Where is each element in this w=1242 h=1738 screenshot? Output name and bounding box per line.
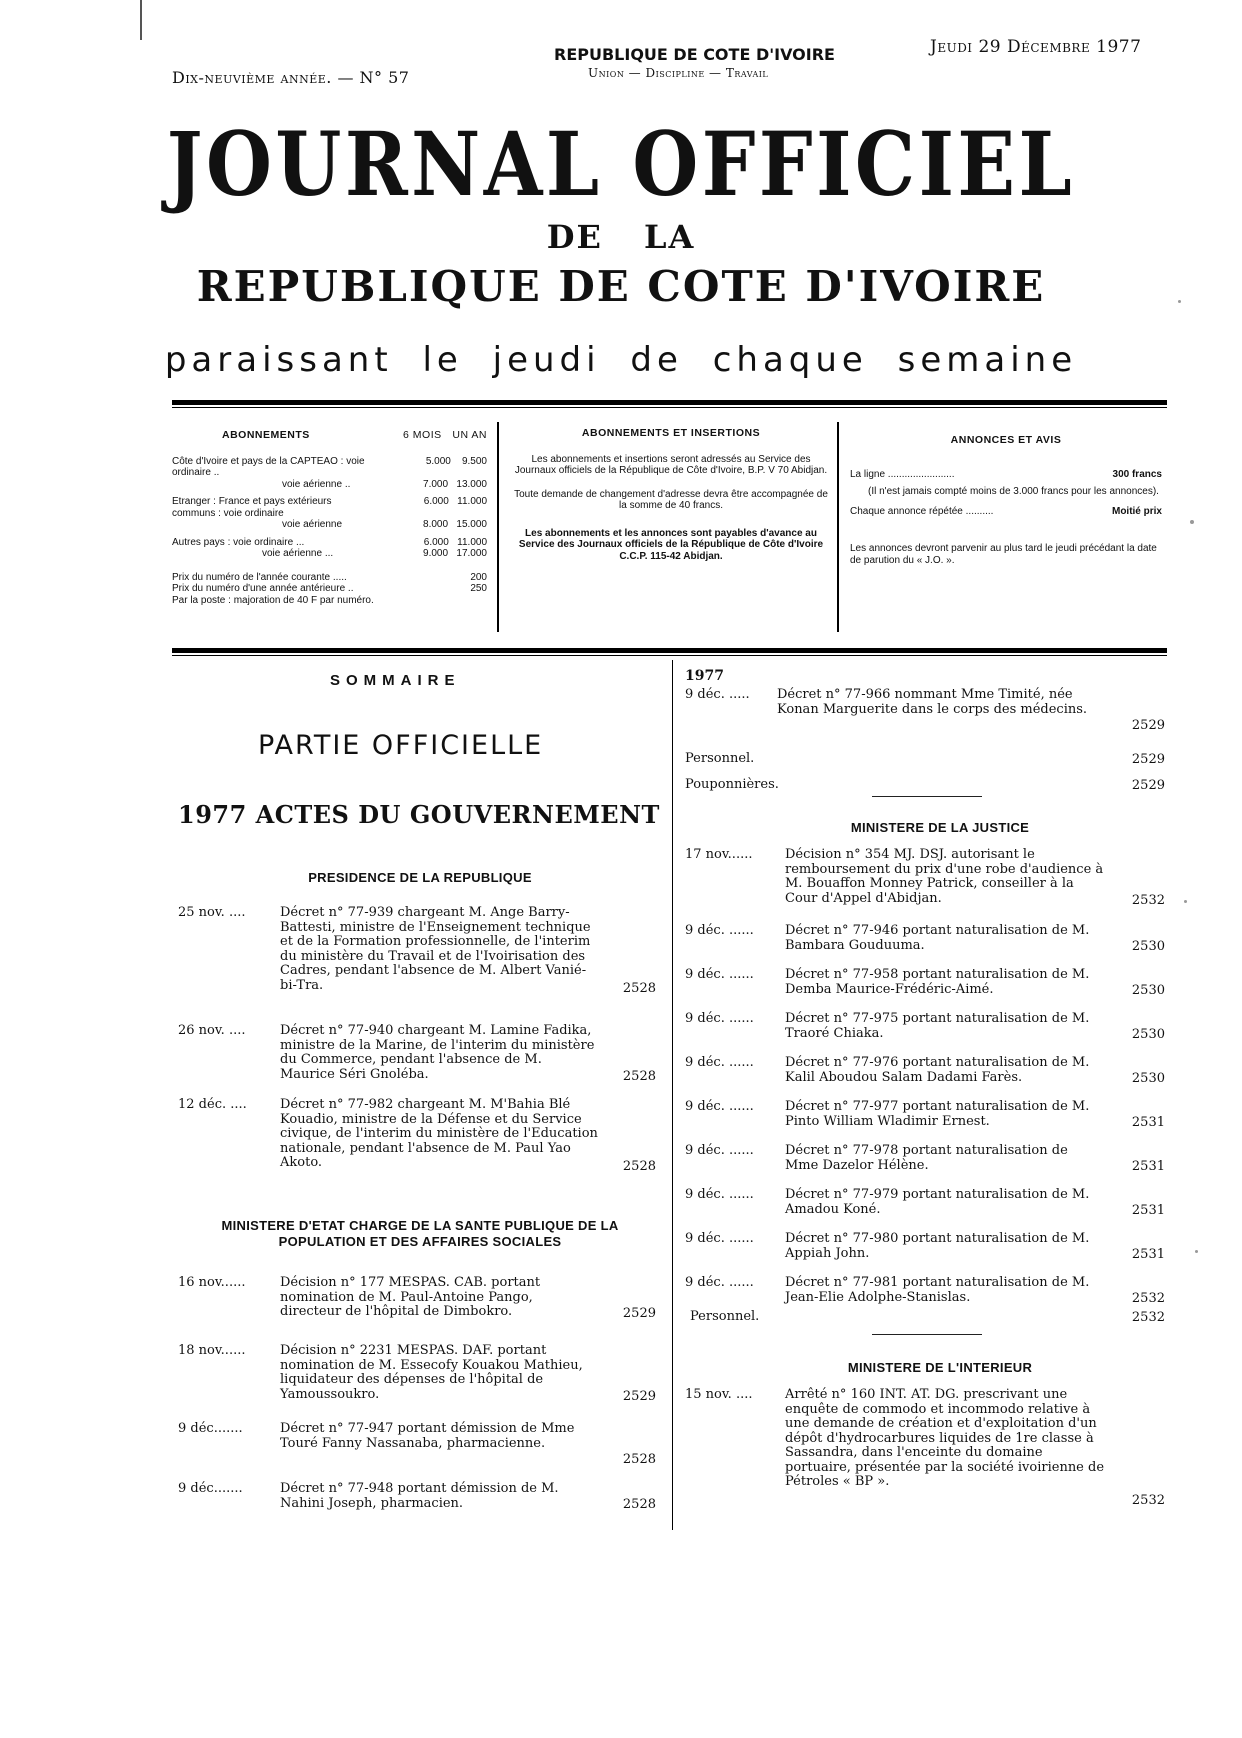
box-divider-2 — [837, 422, 839, 632]
issue-date: Jeudi 29 Décembre 1977 — [930, 37, 1142, 57]
list-item: 9 déc. ...... Décret n° 77-958 portant naturalisation de M. Demba Maurice-Frédéric-Aimé. 2530 — [685, 967, 1165, 998]
year-number: Dix-neuvième année. — N° 57 — [172, 68, 410, 87]
presidence-heading: PRESIDENCE DE LA REPUBLIQUE — [308, 870, 532, 885]
summary-heading: SOMMAIRE — [330, 672, 461, 689]
top-thick-rule — [172, 400, 1167, 405]
journal-title: JOURNAL OFFICIEL — [166, 112, 1076, 216]
scan-noise — [1178, 300, 1181, 303]
pouponnieres-row: Pouponnières. 2529 — [685, 777, 1165, 793]
scan-noise — [1184, 900, 1187, 903]
republic-header: REPUBLIQUE DE COTE D'IVOIRE — [554, 45, 835, 64]
list-item: 26 nov. .... Décret n° 77-940 chargeant M. Lamine Fadika, ministre de la Marine, de l'interim du ministère du Commerce, pendant l'absence de M. Maurice Séri Gnoléba. 2528 — [178, 1023, 656, 1084]
insertions-p3: Les abonnements et les annonces sont payables d'avance au Service des Journaux officiels de la République de Côte d'Ivoire C.C.P. 115-42 Abidjan. — [518, 527, 824, 562]
min-note: (Il n'est jamais compté moins de 3.000 francs pour les annonces). — [868, 486, 1159, 497]
box-divider-1 — [497, 422, 499, 632]
sub-row: Etranger : France et pays extérieurs communs : voie ordinaire 6.000 11.000 — [172, 496, 487, 519]
announcements-heading: ANNONCES ET AVIS — [950, 434, 1062, 446]
list-item: 9 déc. ...... Décret n° 77-976 portant naturalisation de M. Kalil Aboudou Salam Dadami Farès. 2530 — [685, 1055, 1165, 1086]
sub-row: Autres pays : voie ordinaire ... 6.000 11.000 — [172, 536, 487, 548]
list-item: 9 déc....... Décret n° 77-948 portant démission de M. Nahini Joseph, pharmacien. 2528 — [178, 1481, 656, 1512]
list-item: 9 déc. ...... Décret n° 77-981 portant naturalisation de M. Jean-Elie Adolphe-Stanislas. 2532 — [685, 1275, 1165, 1306]
title-republic: REPUBLIQUE DE COTE D'IVOIRE — [196, 262, 1046, 311]
insertions-p2: Toute demande de changement d'adresse devra être accompagnée de la somme de 40 francs. — [514, 488, 828, 511]
list-item: 9 déc....... Décret n° 77-947 portant démission de Mme Touré Fanny Nassanaba, pharmacienne. 2528 — [178, 1421, 656, 1467]
list-item: 9 déc. ..... Décret n° 77-966 nommant Mme Timité, née Konan Marguerite dans le corps des médecins. 2529 — [685, 687, 1165, 733]
interieur-heading: MINISTERE DE L'INTERIEUR — [847, 1360, 1033, 1375]
list-item: 9 déc. ...... Décret n° 77-980 portant naturalisation de M. Appiah John. 2531 — [685, 1231, 1165, 1262]
list-item: 9 déc. ...... Décret n° 77-979 portant naturalisation de M. Amadou Koné. 2531 — [685, 1187, 1165, 1218]
price-row: Prix du numéro d'une année antérieure .. 250 — [172, 583, 487, 594]
personnel2-row: Personnel. 2532 — [690, 1309, 1165, 1325]
col-1y: UN AN — [452, 429, 487, 441]
insertions-heading: ABONNEMENTS ET INSERTIONS — [581, 427, 761, 439]
list-item: 9 déc. ...... Décret n° 77-977 portant naturalisation de M. Pinto William Wladimir Ernest. 2531 — [685, 1099, 1165, 1130]
title-de-la: DE LA — [546, 218, 696, 256]
bottom-thin-rule — [172, 655, 1167, 656]
sub-row: voie aérienne ... 9.000 17.000 — [262, 548, 487, 559]
sub-row: voie aérienne 8.000 15.000 — [282, 519, 487, 530]
left-edge-mark — [140, 0, 142, 40]
motto: Union — Discipline — Travail — [588, 66, 769, 80]
sante-heading: MINISTERE D'ETAT CHARGE DE LA SANTE PUBLIQUE DE LA POPULATION ET DES AFFAIRES SOCIALES — [221, 1218, 619, 1249]
column-divider — [672, 660, 673, 1530]
list-item: 9 déc. ...... Décret n° 77-946 portant naturalisation de M. Bambara Gouduuma. 2530 — [685, 923, 1165, 954]
list-item: 9 déc. ...... Décret n° 77-978 portant naturalisation de Mme Dazelor Hélène. 2531 — [685, 1143, 1165, 1174]
insertions-box — [512, 428, 830, 562]
price-row: Prix du numéro de l'année courante ..... 200 — [172, 571, 487, 583]
subscriptions-box — [172, 430, 487, 606]
separator — [872, 1334, 982, 1335]
separator — [872, 796, 982, 797]
justice-heading: MINISTERE DE LA JUSTICE — [850, 820, 1030, 835]
list-item: 18 nov...... Décision n° 2231 MESPAS. DAF. portant nomination de M. Essecofy Kouakou Mathieu, liquidateur des dépenses de l'hôpital de Yamoussoukro. 2529 — [178, 1343, 656, 1404]
price-row: Par la poste : majoration de 40 F par numéro. — [172, 594, 374, 606]
subscriptions-heading: ABONNEMENTS — [222, 429, 310, 441]
list-item: 17 nov...... Décision n° 354 MJ. DSJ. autorisant le remboursement du prix d'une robe d'audience à M. Bouaffon Monney Patrick, conseiller à la Cour d'Appel d'Abidjan. 2532 — [685, 847, 1165, 908]
bottom-thick-rule — [172, 648, 1167, 653]
part-heading: PARTIE OFFICIELLE — [258, 730, 544, 761]
scan-noise — [1195, 1250, 1198, 1253]
list-item: 12 déc. .... Décret n° 77-982 chargeant M. M'Bahia Blé Kouadio, ministre de la Défense et du Service civique, de l'interim du ministère de l'Education nationale, pendant l'absence de M. Paul Yao Akoto. 2528 — [178, 1097, 656, 1174]
sub-row: Côte d'Ivoire et pays de la CAPTEAO : voie ordinaire .. 5.000 9.500 — [172, 455, 487, 478]
tagline: paraissant le jeudi de chaque semaine — [164, 340, 1078, 380]
deadline: Les annonces devront parvenir au plus tard le jeudi précédant la date de parution du « J.O. ». — [850, 543, 1157, 566]
scan-noise — [1190, 520, 1194, 524]
list-item: 16 nov...... Décision n° 177 MESPAS. CAB. portant nomination de M. Paul-Antoine Pango, directeur de l'hôpital de Dimbokro. 2529 — [178, 1275, 656, 1321]
list-item: 9 déc. ...... Décret n° 77-975 portant naturalisation de M. Traoré Chiaka. 2530 — [685, 1011, 1165, 1042]
announcements-box — [850, 435, 1162, 566]
top-thin-rule — [172, 407, 1167, 408]
insertions-p1: Les abonnements et insertions seront adressés au Service des Journaux officiels de la République de Côte d'Ivoire, B.P. V 70 Abidjan. — [514, 453, 828, 476]
list-item: 15 nov. .... Arrêté n° 160 INT. AT. DG. prescrivant une enquête de commodo et incommodo relative à une demande de création et d'exploitation d'un dépôt d'hydrocarbures liquides de 1re classe à Sassandra, dans l'enceinte du domaine portuaire, présentée par la société ivoirienne de Pétroles « BP ». 2532 — [685, 1387, 1165, 1508]
sub-row: voie aérienne .. 7.000 13.000 — [282, 478, 487, 490]
line-price: La ligne ........................ 300 francs — [850, 468, 1162, 480]
personnel-row: Personnel. 2529 — [685, 751, 1165, 767]
right-year: 1977 — [685, 668, 724, 684]
repeat-price: Chaque annonce répétée .......... Moitié prix — [850, 505, 1162, 517]
list-item: 25 nov. .... Décret n° 77-939 chargeant M. Ange Barry-Battesti, ministre de l'Enseignement technique et de la Formation professionnelle, de l'interim du ministère du Travail et de l'Ivoirisation des Cadres, pendant l'absence de M. Albert Vanié-bi-Tra. 2528 — [178, 905, 656, 996]
col-6m: 6 MOIS — [403, 429, 442, 441]
acts-heading: 1977 ACTES DU GOUVERNEMENT — [178, 800, 660, 829]
